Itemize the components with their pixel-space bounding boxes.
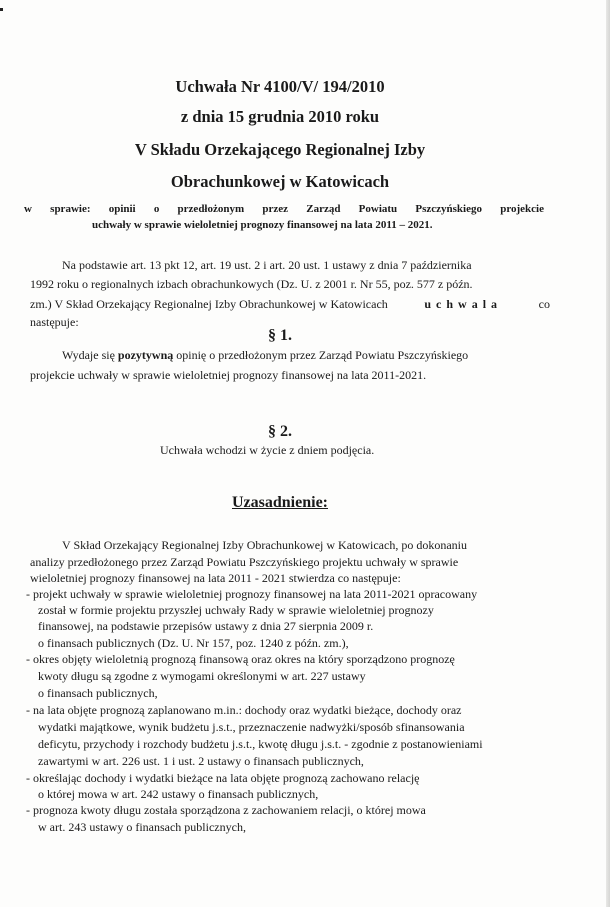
finding-2-line3: o finansach publicznych, bbox=[38, 686, 158, 700]
finding-5-line2: w art. 243 ustawy o finansach publicznych, bbox=[38, 820, 246, 834]
subject-line2: uchwały w sprawie wieloletniej prognozy finansowej na lata 2011 – 2021. bbox=[92, 219, 433, 231]
section-1-line1-end: opinię o przedłożonym przez Zarząd Powiatu Pszczyńskiego bbox=[176, 348, 469, 362]
basis-line4: następuje: bbox=[30, 315, 79, 329]
basis-line3 bbox=[30, 297, 550, 312]
resolves-word: uchwala bbox=[424, 297, 503, 311]
section-1-line1-start: Wydaje się bbox=[62, 348, 115, 362]
finding-3-line3: deficytu, przychody i rozchody budżetu j.s.t., kwotę długu j.s.t. - zgodnie z postanowieniami bbox=[38, 737, 483, 751]
resolution-date: z dnia 15 grudnia 2010 roku bbox=[180, 107, 380, 126]
section-2-heading: § 2. bbox=[268, 423, 292, 440]
scan-speck bbox=[0, 8, 3, 11]
basis-line1: Na podstawie art. 13 pkt 12, art. 19 ust. 2 i art. 20 ust. 1 ustawy z dnia 7 października bbox=[62, 258, 472, 272]
finding-3-line1: - na lata objęte prognozą zaplanowano m.in.: dochody oraz wydatki bieżące, dochody oraz bbox=[26, 703, 462, 717]
issuing-body-line2: Obrachunkowej w Katowicach bbox=[170, 172, 390, 191]
issuing-body-line1: V Składu Orzekającego Regionalnej Izby bbox=[134, 140, 426, 159]
finding-5-line1: - prognoza kwoty długu została sporządzona z zachowaniem relacji, o której mowa bbox=[26, 803, 426, 817]
finding-1-line2: został w formie projektu przyszłej uchwały Rady w sprawie wieloletniej prognozy bbox=[38, 603, 434, 617]
section-2-line1: Uchwała wchodzi w życie z dniem podjęcia. bbox=[160, 443, 375, 457]
finding-1-line4: o finansach publicznych (Dz. U. Nr 157, poz. 1240 z późn. zm.), bbox=[38, 636, 349, 650]
finding-1-line1: - projekt uchwały w sprawie wieloletniej prognozy finansowej na lata 2011-2021 opracowany bbox=[26, 587, 478, 601]
basis-line3-text: zm.) V Skład Orzekający Regionalnej Izby Obrachunkowej w Katowicach bbox=[30, 297, 388, 311]
section-1-line1 bbox=[62, 348, 468, 363]
positive-opinion: pozytywną bbox=[117, 348, 174, 362]
justification-heading bbox=[0, 493, 560, 513]
justification-heading-text: Uzasadnienie: bbox=[232, 494, 328, 511]
justification-intro-line3: wieloletniej prognozy finansowej na lata 2011 - 2021 stwierdza co następuje: bbox=[30, 571, 401, 585]
basis-line2: 1992 roku o regionalnych izbach obrachunkowych (Dz. U. z 2001 r. Nr 55, poz. 577 z późn. bbox=[30, 277, 473, 291]
justification-intro-line1: V Skład Orzekający Regionalnej Izby Obrachunkowej w Katowicach, po dokonaniu bbox=[62, 538, 467, 552]
finding-2-line1: - okres objęty wieloletnią prognozą finansową oraz okres na który sporządzono prognozę bbox=[26, 652, 455, 666]
finding-4-line1: - określając dochody i wydatki bieżące na lata objęte prognozą zachowano relację bbox=[26, 771, 420, 785]
finding-4-line2: o której mowa w art. 242 ustawy o finansach publicznych, bbox=[38, 787, 319, 801]
section-1-line2: projekcie uchwały w sprawie wieloletniej prognozy finansowej na lata 2011-2021. bbox=[30, 368, 427, 382]
justification-intro-line2: analizy przedłożonego przez Zarząd Powiatu Pszczyńskiego projektu uchwały w sprawie bbox=[30, 555, 459, 569]
subject-line1: w sprawie: opinii o przedłożonym przez Zarząd Powiatu Pszczyńskiego projekcie bbox=[24, 203, 544, 215]
finding-1-line3: finansowej, na podstawie przepisów ustawy z dnia 27 sierpnia 2009 r. bbox=[38, 619, 374, 633]
page-edge-shadow bbox=[606, 0, 610, 907]
basis-line3-end: co bbox=[538, 297, 550, 311]
finding-2-line2: kwoty długu są zgodne z wymogami określonymi w art. 227 ustawy bbox=[38, 669, 366, 683]
section-1-heading: § 1. bbox=[268, 327, 292, 344]
finding-3-line4: zawartymi w art. 226 ust. 1 i ust. 2 ustawy o finansach publicznych, bbox=[38, 754, 364, 768]
finding-3-line2: wydatki majątkowe, wynik budżetu j.s.t., przeznaczenie nadwyżki/sposób sfinansowania bbox=[38, 720, 465, 734]
resolution-number: Uchwała Nr 4100/V/ 194/2010 bbox=[175, 77, 385, 96]
